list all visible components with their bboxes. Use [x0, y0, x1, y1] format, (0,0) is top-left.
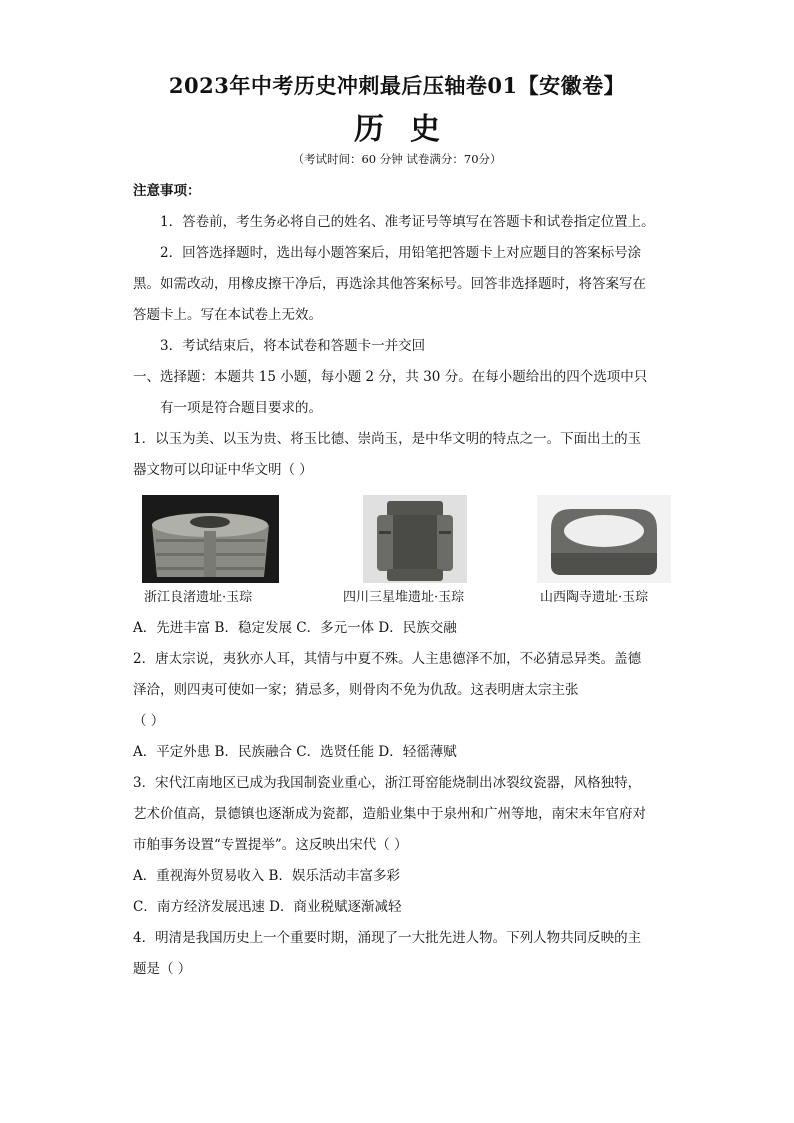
question-3-text: 市舶事务设置“专置提举”。这反映出宋代（ ）: [133, 837, 408, 853]
section-heading: 一、选择题：本题共 15 小题，每小题 2 分，共 30 分。在每小题给出的四个选项中只: [133, 369, 648, 385]
notice-line: 黑。如需改动，用橡皮擦干净后，再选涂其他答案标号。回答非选择题时，将答案写在: [133, 276, 646, 292]
jade-cong-sanxingdui-image: [363, 495, 467, 583]
question-3-text: 3．宋代江南地区已成为我国制瓷业重心，浙江哥窑能烧制出冰裂纹瓷器，风格独特，: [133, 775, 642, 791]
question-2-text: 2．唐太宗说，夷狄亦人耳，其情与中夏不殊。人主患德泽不加，不必猜忌异类。盖德: [133, 651, 642, 667]
image-caption: 四川三星堆遗址·玉琮: [343, 590, 465, 605]
notice-line: 3．考试结束后，将本试卷和答题卡一并交回: [160, 338, 426, 354]
exam-title: 2023年中考历史冲刺最后压轴卷01【安徽卷】: [168, 73, 626, 98]
image-caption: 山西陶寺遗址·玉琮: [540, 590, 649, 605]
question-3-text: 艺术价值高，景德镇也逐渐成为瓷都，造船业集中于泉州和广州等地，南宋末年官府对: [133, 806, 646, 822]
question-2-text: （ ）: [133, 713, 165, 729]
section-heading-cont: 有一项是符合题目要求的。: [160, 400, 322, 416]
question-2-options: A．平定外患 B．民族融合 C．选贤任能 D．轻徭薄赋: [133, 744, 457, 760]
jade-cong-liangzhu-image: [142, 495, 279, 583]
exam-info: （考试时间：60 分钟 试卷满分：70分）: [292, 152, 502, 166]
question-1-text: 1．以玉为美、以玉为贵、将玉比德、崇尚玉，是中华文明的特点之一。下面出土的玉: [133, 431, 642, 447]
jade-cong-taosi-image: [537, 495, 671, 583]
notice-line: 2．回答选择题时，选出每小题答案后，用铅笔把答题卡上对应题目的答案标号涂: [160, 245, 642, 261]
question-1-text: 器文物可以印证中华文明（ ）: [133, 462, 313, 478]
notice-heading: 注意事项：: [133, 183, 201, 199]
question-2-text: 泽洽，则四夷可使如一家；猜忌多，则骨肉不免为仇敌。这表明唐太宗主张: [133, 682, 579, 698]
question-3-options: A．重视海外贸易收入 B．娱乐活动丰富多彩: [133, 868, 400, 884]
notice-line: 1．答卷前，考生务必将自己的姓名、准考证号等填写在答题卡和试卷指定位置上。: [160, 214, 655, 230]
question-4-text: 题是（ ）: [133, 961, 192, 977]
question-1-options: A．先进丰富 B．稳定发展 C．多元一体 D．民族交融: [133, 620, 457, 636]
notice-line: 答题卡上。写在本试卷上无效。: [133, 307, 322, 323]
question-3-options: C．南方经济发展迅速 D．商业税赋逐渐减轻: [133, 899, 402, 915]
image-caption: 浙江良渚遗址·玉琮: [144, 590, 253, 605]
subject-title: 历史: [354, 112, 466, 147]
question-4-text: 4．明清是我国历史上一个重要时期，涌现了一大批先进人物。下列人物共同反映的主: [133, 930, 642, 946]
